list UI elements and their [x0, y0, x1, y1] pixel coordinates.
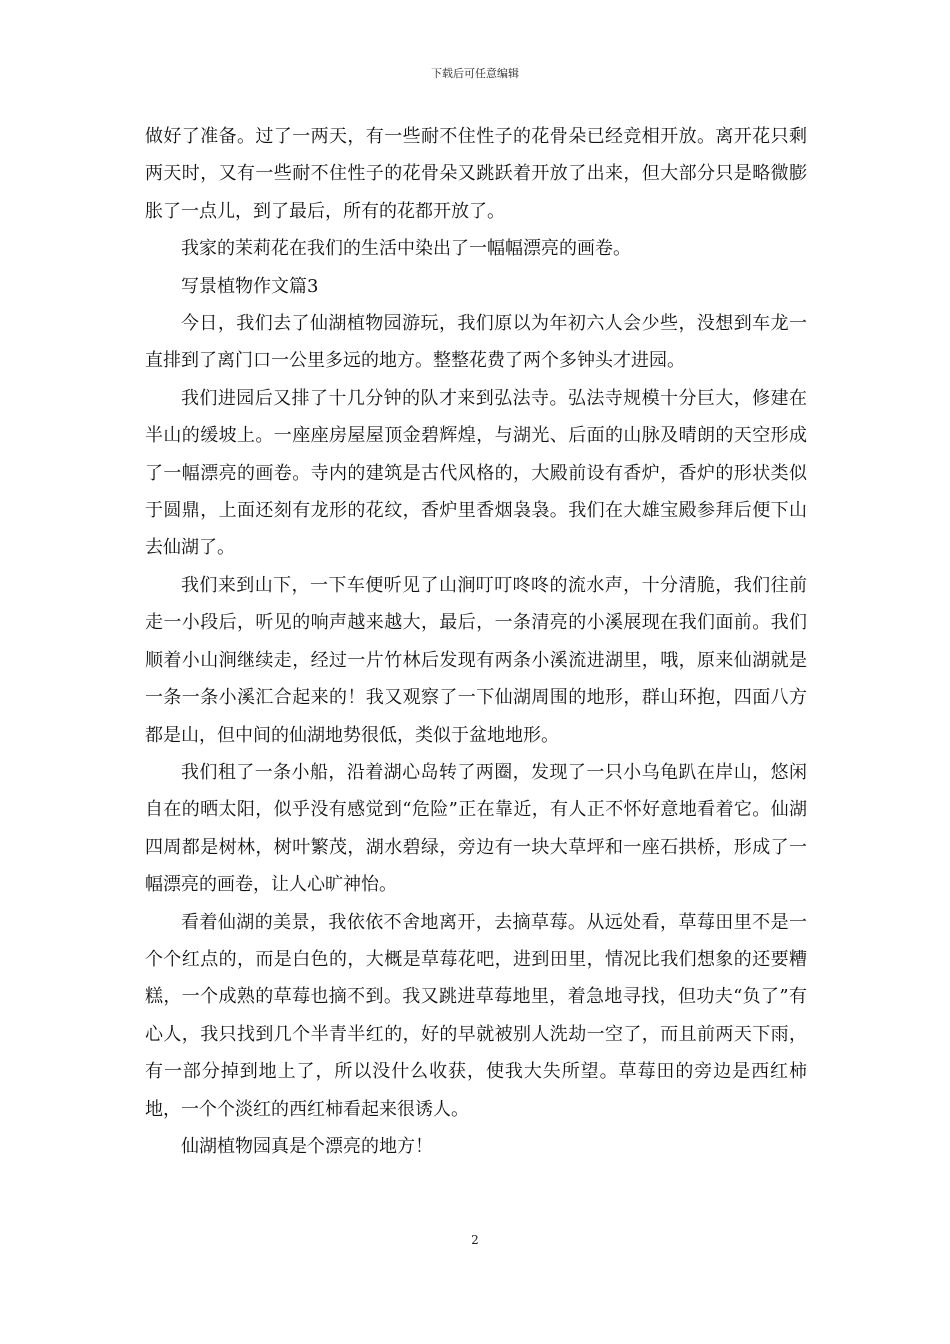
paragraph-6: 我们租了一条小船，沿着湖心岛转了两圈，发现了一只小乌龟趴在岸山，悠闲自在的晒太阳，似乎没有感觉到“危险”正在靠近，有人正不怀好意地看着它。仙湖四周都是树林，树叶繁茂，湖水碧绿，旁边有一块大草坪和一座石拱桥，形成了一幅漂亮的画卷，让人心旷神怡。 [145, 761, 807, 896]
paragraph-7: 看着仙湖的美景，我依依不舍地离开，去摘草莓。从远处看，草莓田里不是一个个红点的，而是白色的，大概是草莓花吧，进到田里，情况比我们想象的还要糟糕，一个成熟的草莓也摘不到。我又跳进草莓地里，着急地寻找，但功夫“负了”有心人，我只找到几个半青半红的，好的早就被别人洗劫一空了，而且前两天下雨，有一部分掉到地上了，所以没什么收获，使我大失所望。草莓田的旁边是西红柿地，一个个淡红的西红柿看起来很诱人。 [145, 911, 807, 1120]
section-heading: 写景植物作文篇3 [181, 275, 319, 297]
page-header: 下载后可任意编辑 [431, 67, 519, 80]
paragraph-3: 今日，我们去了仙湖植物园游玩，我们原以为年初六人会少些，没想到车龙一直排到了离门口一公里多远的地方。整整花费了两个多钟头才进园。 [145, 313, 807, 372]
document-body [145, 118, 807, 1165]
paragraph-1: 做好了准备。过了一两天，有一些耐不住性子的花骨朵已经竞相开放。离开花只剩两天时，又有一些耐不住性子的花骨朵又跳跃着开放了出来，但大部分只是略微膨胀了一点儿，到了最后，所有的花都开放了。 [145, 126, 807, 222]
paragraph-4: 我们进园后又排了十几分钟的队才来到弘法寺。弘法寺规模十分巨大，修建在半山的缓坡上。一座座房屋屋顶金碧辉煌，与湖光、后面的山脉及晴朗的天空形成了一幅漂亮的画卷。寺内的建筑是古代风格的，大殿前设有香炉，香炉的形状类似于圆鼎，上面还刻有龙形的花纹，香炉里香烟袅袅。我们在大雄宝殿参拜后便下山去仙湖了。 [145, 387, 807, 559]
page-number: 2 [471, 1233, 479, 1247]
paragraph-8: 仙湖植物园真是个漂亮的地方！ [181, 1135, 433, 1157]
paragraph-5: 我们来到山下，一下车便听见了山涧叮叮咚咚的流水声，十分清脆，我们往前走一小段后，听见的响声越来越大，最后，一条清亮的小溪展现在我们面前。我们顺着小山涧继续走，经过一片竹林后发现有两条小溪流进湖里，哦，原来仙湖就是一条一条小溪汇合起来的！我又观察了一下仙湖周围的地形，群山环抱，四面八方都是山，但中间的仙湖地势很低，类似于盆地地形。 [145, 574, 807, 746]
paragraph-2: 我家的茉莉花在我们的生活中染出了一幅幅漂亮的画卷。 [181, 238, 631, 260]
